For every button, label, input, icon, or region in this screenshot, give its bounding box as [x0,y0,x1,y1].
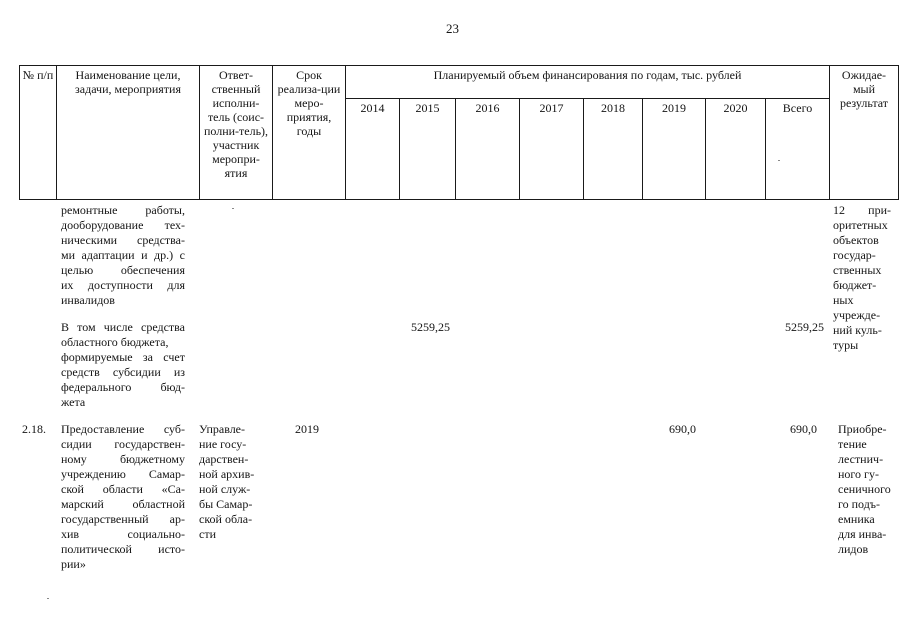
header-executor: Ответ-ственный исполни-тель (соис-полни-тель), участник меропри-ятия [200,66,273,200]
header-year-2017: 2017 [520,98,584,199]
row-218-name-line: рии» [61,557,86,571]
subrow-name-line: федерального бюд- [61,380,185,394]
cont-name-line: ническими средства- [61,233,185,247]
header-plan: Планируемый объем финансирования по годам, тыс. рублей [346,66,830,99]
row-218-name-line: ному бюджетному [61,452,185,466]
row-218-value-total: 690,0 [790,422,817,436]
row-218-name-cell [61,422,185,572]
header-name: Наименование цели, задачи, мероприятия [57,66,200,200]
row-218-result-line: тение [838,437,867,451]
header-total: Всего [766,98,830,199]
row-218-executor-cell [199,422,267,542]
cont-result-line: ных [833,293,854,307]
subrow-name-line: В том числе средства [61,320,185,334]
row-218-executor-line: ной служ- [199,482,251,496]
row-218-executor-line: ской обла- [199,512,253,526]
cont-name-line: ми адаптации и др.) с [61,248,185,262]
header-year-2015: 2015 [400,98,456,199]
header-year-2019: 2019 [643,98,706,199]
subrow-value-2015: 5259,25 [411,320,450,334]
header-term: Срок реализа-ции меро-приятия, годы [273,66,346,200]
row-218-name-line: политической исто- [61,542,185,556]
row-218-name-line: государственный ар- [61,512,185,526]
cont-result-line: бюджет- [833,278,877,292]
row-218-result-line: Приобре- [838,422,887,436]
subrow-name-line: жета [61,395,86,409]
row-218-result-line: го подъ- [838,497,881,511]
subrow-name-cell [61,320,185,410]
row-218-result-line: сеничного [838,482,891,496]
row-218-name-line: учреждению Самар- [61,467,185,481]
row-218-executor-line: ной архив- [199,467,255,481]
cont-result-line: учрежде- [833,308,881,322]
scan-speck [47,598,49,599]
row-218-result-cell [838,422,892,557]
row-218-name-line: ской области «Са- [61,482,185,496]
subrow-value-total: 5259,25 [785,320,824,334]
subrow-name-line: формируемые за счет [61,350,185,364]
cont-result-cell [833,203,891,353]
row-218-result-line: для инва- [838,527,887,541]
row-218-result-line: лестнич- [838,452,884,466]
row-218-executor-line: ние госу- [199,437,247,451]
subrow-name-line: средств субсидии из [61,365,185,379]
row-218-name-line: хив социально- [61,527,185,541]
row-218-result-line: лидов [838,542,869,556]
header-year-2018: 2018 [584,98,643,199]
cont-result-line: 12 при- [833,203,891,217]
row-218-executor-line: сти [199,527,216,541]
table-header [19,65,899,200]
cont-name-line: дооборудование тех- [61,218,185,232]
cont-result-line: ственных [833,263,882,277]
header-year-2014: 2014 [346,98,400,199]
row-218-name-line: марский областной [61,497,185,511]
cont-result-line: оритетных [833,218,888,232]
page-number: 23 [446,21,459,36]
header-num: № п/п [20,66,57,200]
header-year-2020: 2020 [706,98,766,199]
header-result: Ожидае-мый результат [830,66,899,200]
cont-name-line: их доступности для [61,278,185,292]
cont-name-line: целью обеспечения [61,263,185,277]
row-218-name-line: сидии государствен- [61,437,185,451]
row-218-number: 2.18. [22,422,46,436]
row-218-executor-line: бы Самар- [199,497,253,511]
row-218-executor-line: дарствен- [199,452,249,466]
scan-speck [778,160,780,161]
subrow-name-line: областного бюджета, [61,335,169,349]
row-218-name-line: Предоставление суб- [61,422,185,436]
row-218-result-line: емника [838,512,875,526]
cont-name-line: ремонтные работы, [61,203,185,217]
row-218-executor-line: Управле- [199,422,246,436]
cont-result-line: объектов [833,233,879,247]
header-year-2016: 2016 [456,98,520,199]
cont-result-line: ний куль- [833,323,882,337]
scan-speck [232,208,234,209]
row-218-term: 2019 [295,422,319,436]
cont-name-cell [61,203,185,308]
row-218-result-line: ного гу- [838,467,879,481]
cont-name-line: инвалидов [61,293,115,307]
row-218-value-2019: 690,0 [669,422,696,436]
cont-result-line: туры [833,338,859,352]
cont-result-line: государ- [833,248,876,262]
